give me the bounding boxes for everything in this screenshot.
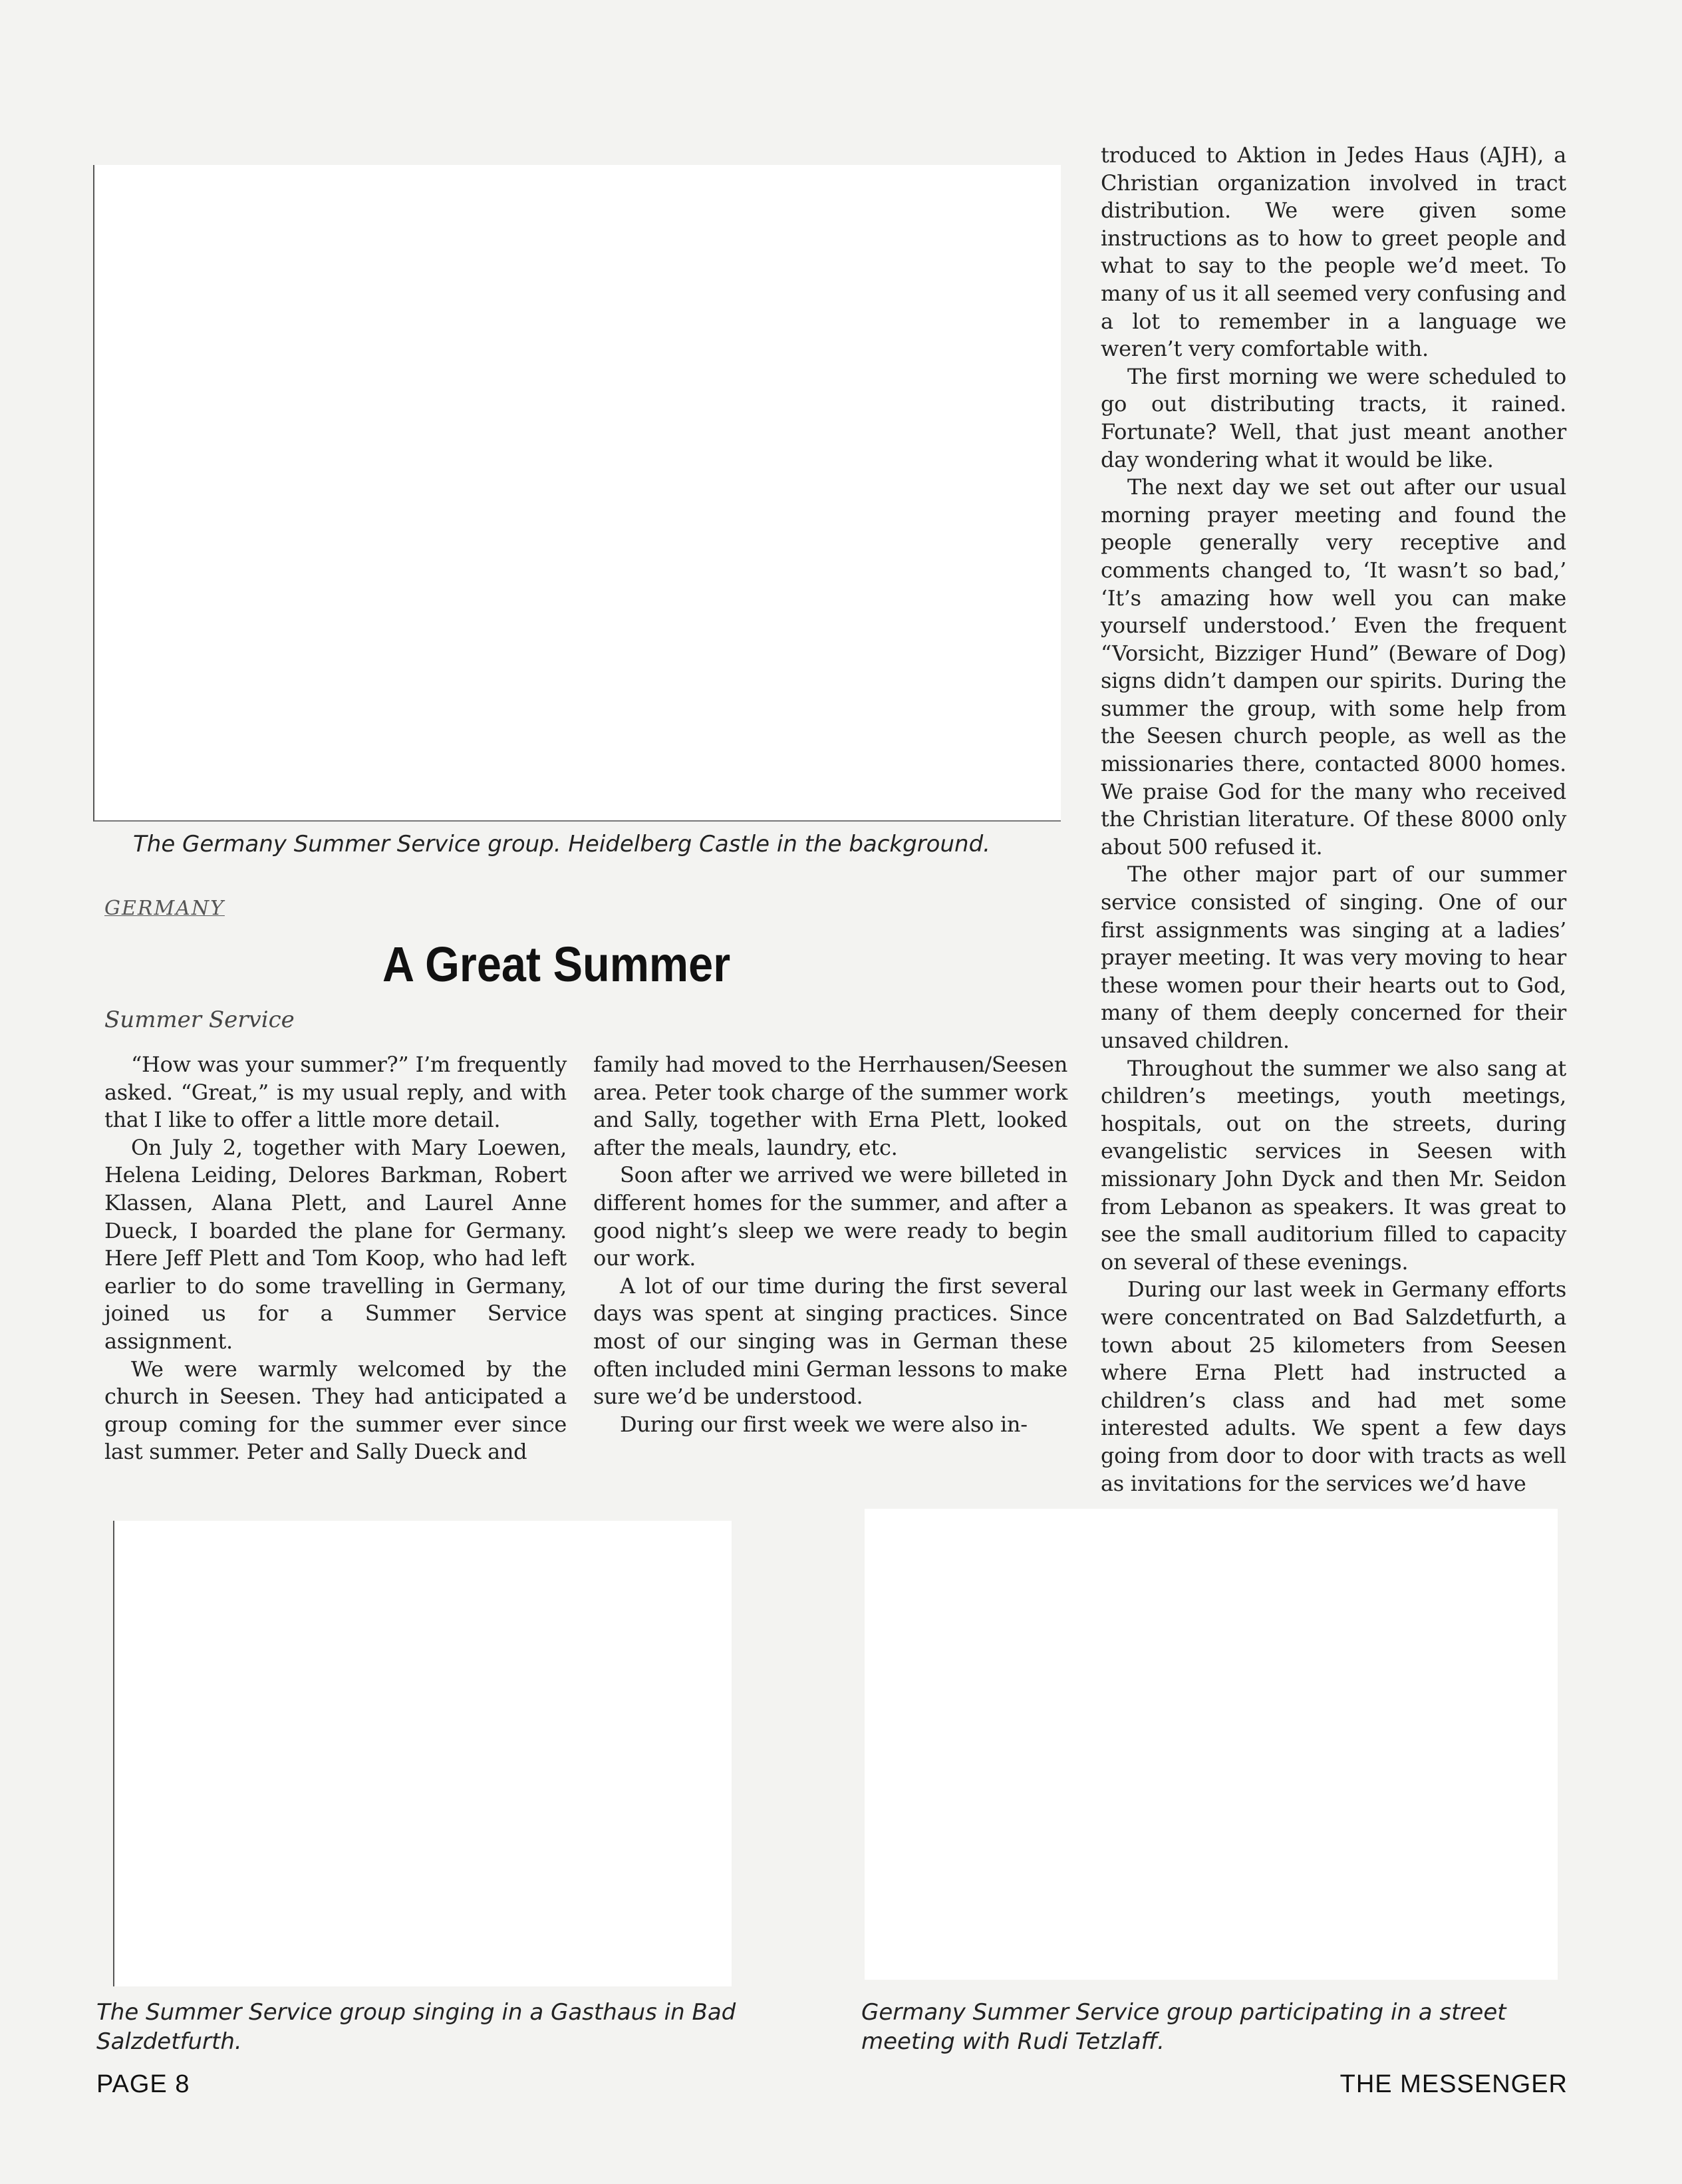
paragraph: troduced to Aktion in Jedes Haus (AJH), a Christian organization involved in tract distribution. We were given some instructions as to how to greet people and what to say to the people we’d meet. To many of us it all seemed very confusing and a lot to remember in a language we weren’t very comfortable with. [1101, 142, 1566, 362]
article-subhead: Summer Service [104, 1007, 295, 1033]
article-column-1 [104, 1051, 567, 1466]
paragraph: Soon after we arrived we were billeted in different homes for the summer, and after a good night’s sleep we were ready to begin our work. [593, 1162, 1067, 1271]
paragraph: The next day we set out after our usual morning prayer meeting and found the people generally very receptive and comments changed to, ‘It wasn’t so bad,’ ‘It’s amazing how well you can make yourself understood.’ Even the frequent “Vorsicht, Bizziger Hund” (Beware of Dog) signs didn’t dampen our spirits. During the summer the group, with some help from the Seesen church people, as well as the missionaries there, contacted 8000 homes. We praise God for the many who received the Christian literature. Of these 8000 only about 500 refused it. [1101, 474, 1566, 859]
photo-street-meeting [865, 1509, 1558, 1980]
paragraph: During our first week we were also in- [620, 1411, 1028, 1437]
paragraph: We were warmly welcomed by the church in Seesen. They had anticipated a group coming for the summer ever since last summer. Peter and Sally Dueck and [104, 1356, 567, 1465]
paragraph: “How was your summer?” I’m frequently asked. “Great,” is my usual reply, and with that I like to offer a little more detail. [104, 1052, 567, 1133]
bottom-right-photo-caption: Germany Summer Service group participating in a street meeting with Rudi Tetzlaff. [861, 1999, 1506, 2055]
paragraph: Throughout the summer we also sang at children’s meetings, youth meetings, hospitals, out on the streets, during evangelistic services in Seesen with missionary John Dyck and then Mr. Seidon from Lebanon as speakers. It was great to see the small auditorium filled to capacity on several of these evenings. [1101, 1055, 1566, 1275]
top-photo-caption: The Germany Summer Service group. Heidelberg Castle in the background. [133, 831, 990, 858]
photo-gasthaus-singing [113, 1521, 732, 1986]
publication-name: THE MESSENGER [1339, 2070, 1568, 2098]
paragraph: On July 2, together with Mary Loewen, Helena Leiding, Delores Barkman, Robert Klassen, Alana Plett, and Laurel Anne Dueck, I boarded the plane for Germany. Here Jeff Plett and Tom Koop, who had left earlier to do some travelling in Germany, joined us for a Summer Service assignment. [104, 1134, 567, 1354]
photo-germany-group [93, 165, 1061, 822]
paragraph: The other major part of our summer service consisted of singing. One of our first assignments was singing at a ladies’ prayer meeting. It was very moving to hear these women pour their hearts out to God, many of them deeply concerned for their unsaved children. [1101, 861, 1566, 1053]
page-number: PAGE 8 [96, 2070, 190, 2098]
article-column-3 [1101, 142, 1566, 1497]
paragraph: A lot of our time during the first several days was spent at singing practices. Since most of our singing was in German these often included mini German lessons to make sure we’d be understood. [593, 1273, 1067, 1410]
section-tag: GERMANY [104, 897, 225, 920]
article-headline: A Great Summer [382, 937, 731, 992]
paragraph: The first morning we were scheduled to go out distributing tracts, it rained. Fortunate? Well, that just meant another day wondering what it would be like. [1101, 363, 1566, 472]
paragraph: family had moved to the Herrhausen/Seesen area. Peter took charge of the summer work and Sally, together with Erna Plett, looked after the meals, laundry, etc. [593, 1052, 1067, 1160]
bottom-left-photo-caption: The Summer Service group singing in a Gasthaus in Bad Salzdetfurth. [96, 1999, 736, 2055]
article-column-2 [593, 1051, 1067, 1438]
paragraph: During our last week in Germany efforts were concentrated on Bad Salzdetfurth, a town about 25 kilometers from Seesen where Erna Plett had instructed a children’s class and had met some interested adults. We spent a few days going from door to door with tracts as well as invitations for the services we’d have [1101, 1277, 1566, 1496]
